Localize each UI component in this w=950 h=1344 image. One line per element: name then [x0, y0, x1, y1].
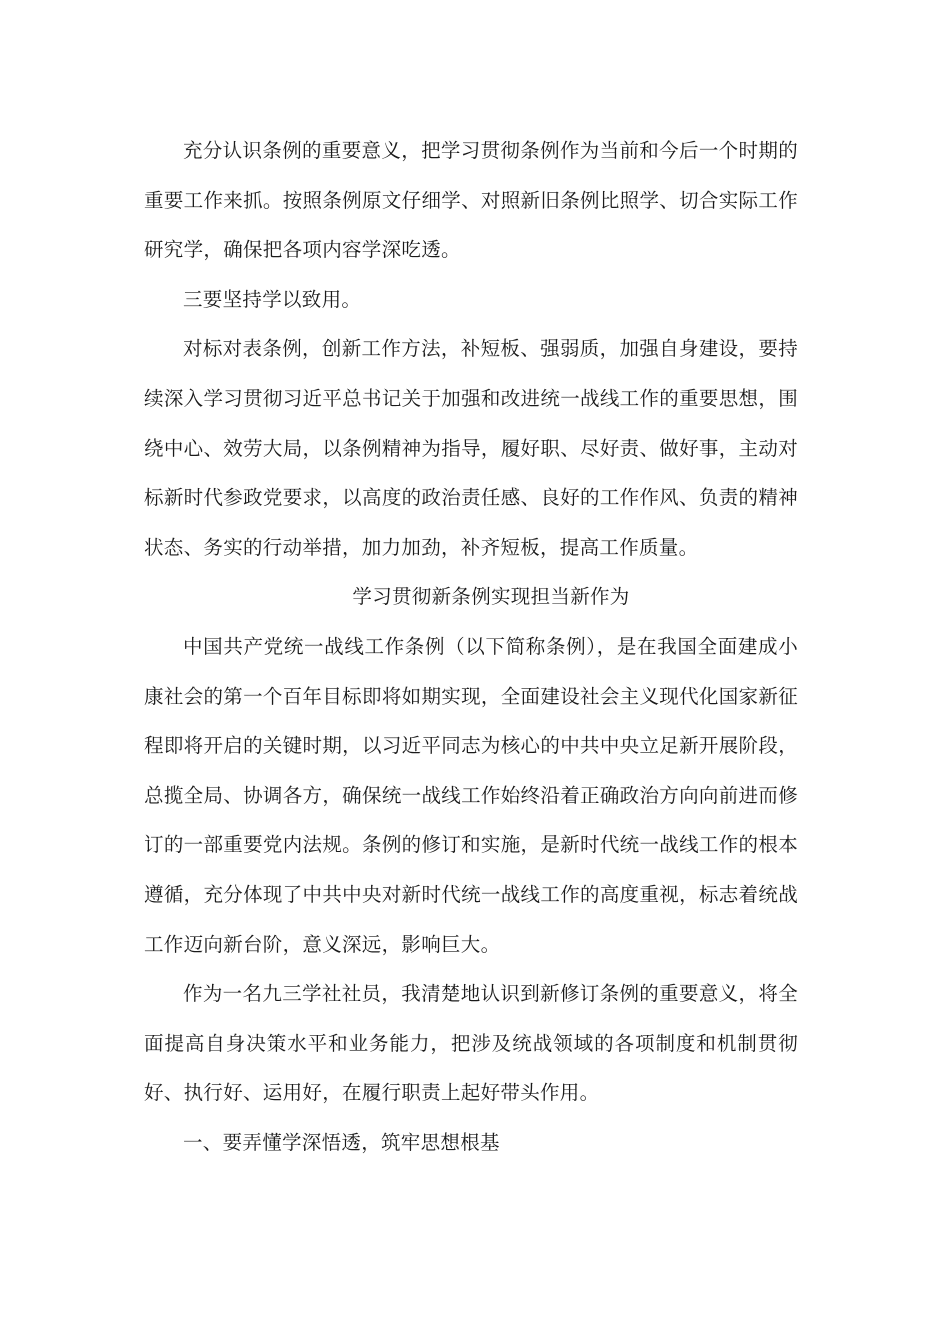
- paragraph-benchmark: 对标对表条例，创新工作方法，补短板、强弱质，加强自身建设，要持续深入学习贯彻习近平总书记关于加强和改进统一战线工作的重要思想，围绕中心、效劳大局，以条例精神为指导，履好职、尽好责、做好事，主动对标新时代参政党要求，以高度的政治责任感、良好的工作作风、负责的精神状态、务实的行动举措，加力加劲，补齐短板，提高工作质量。: [144, 337, 798, 559]
- paragraph-point-three: 三要坚持学以致用。: [183, 287, 362, 311]
- paragraph-regulations-intro: 中国共产党统一战线工作条例（以下简称条例），是在我国全面建成小康社会的第一个百年目标即将如期实现，全面建设社会主义现代化国家新征程即将开启的关键时期，以习近平同志为核心的中共中央立足新开展阶段，总揽全局、协调各方，确保统一战线工作始终沿着正确政治方向向前进而修订的一部重要党内法规。条例的修订和实施，是新时代统一战线工作的根本遵循，充分体现了中共中央对新时代统一战线工作的高度重视，标志着统战工作迈向新台阶，意义深远，影响巨大。: [144, 634, 798, 956]
- paragraph-study-significance: 充分认识条例的重要意义，把学习贯彻条例作为当前和今后一个时期的重要工作来抓。按照条例原文仔细学、对照新旧条例比照学、切合实际工作研究学，确保把各项内容学深吃透。: [144, 139, 798, 262]
- section-title: 学习贯彻新条例实现担当新作为: [352, 585, 630, 609]
- paragraph-point-one: 一、要弄懂学深悟透，筑牢思想根基: [183, 1130, 500, 1154]
- document-body: [144, 126, 798, 1167]
- paragraph-member-commitment: 作为一名九三学社社员，我清楚地认识到新修订条例的重要意义，将全面提高自身决策水平和业务能力，把涉及统战领域的各项制度和机制贯彻好、执行好、运用好，在履行职责上起好带头作用。: [144, 982, 798, 1105]
